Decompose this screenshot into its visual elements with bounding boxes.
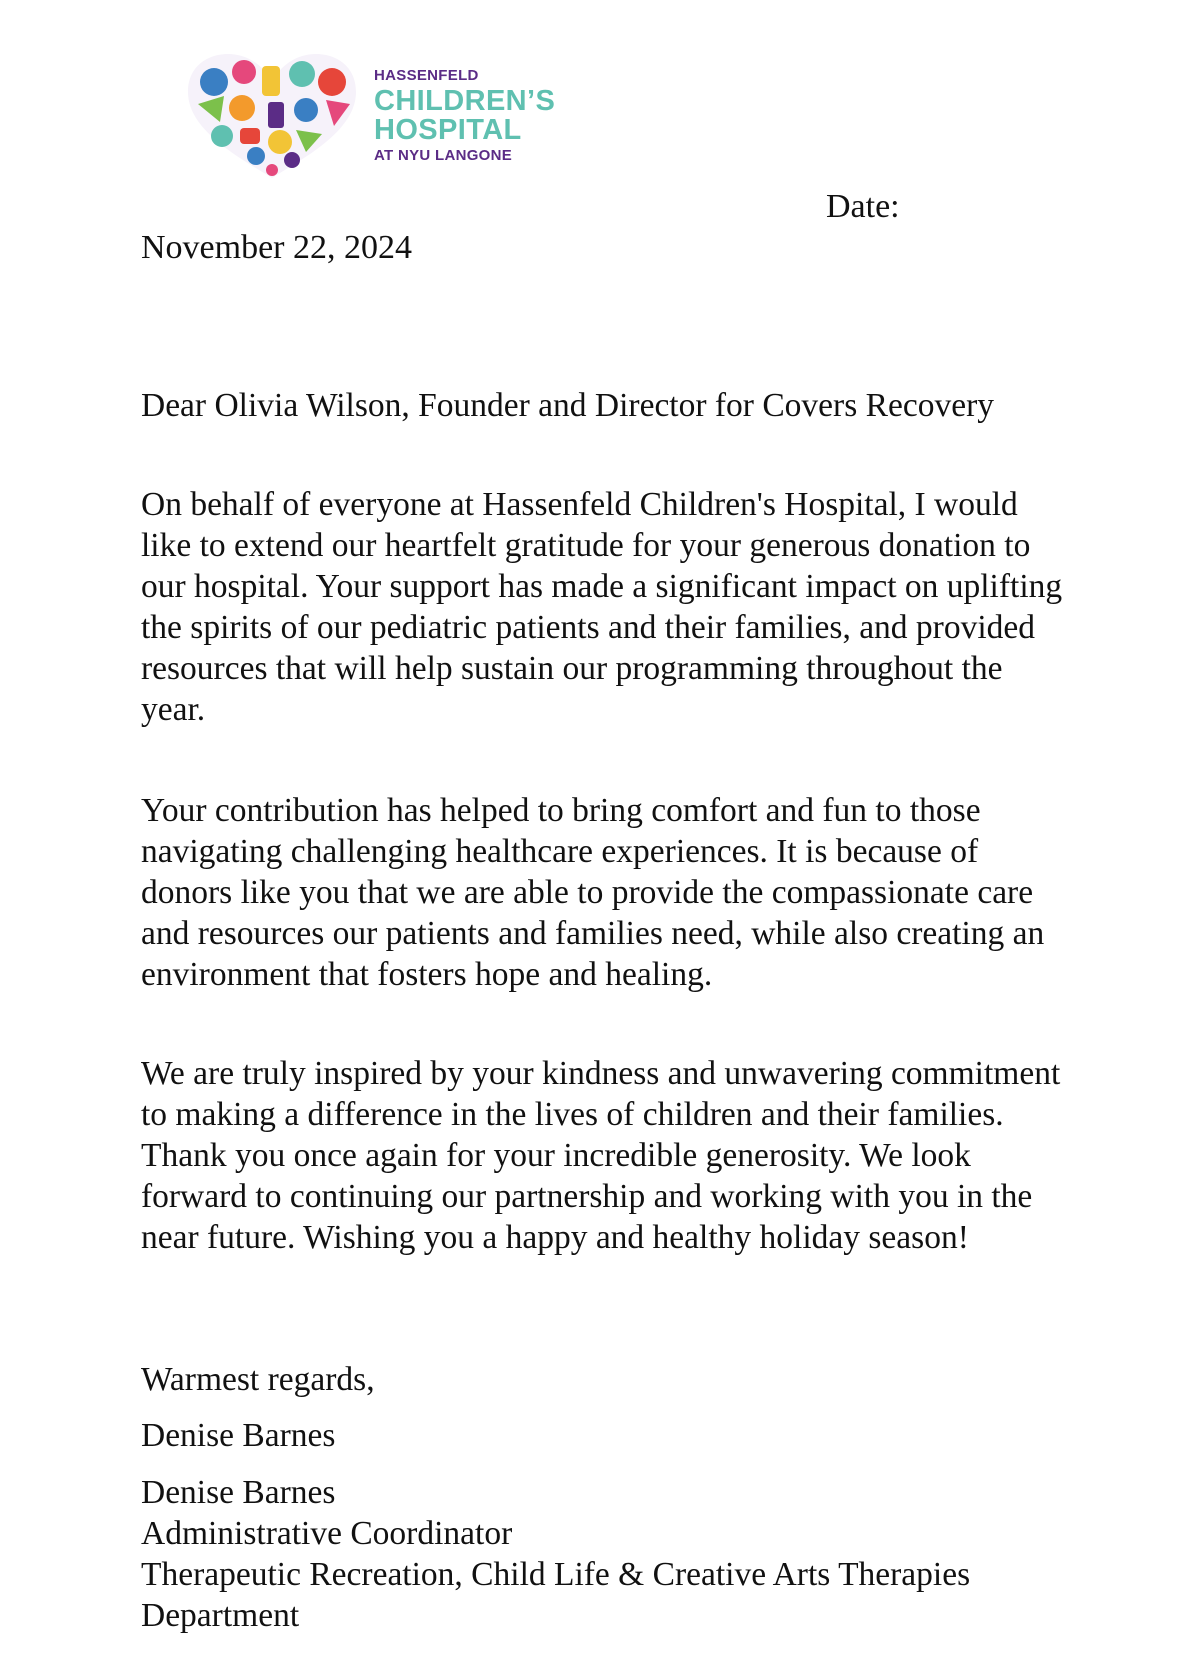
letter-paragraph-1: On behalf of everyone at Hassenfeld Children's Hospital, I would like to extend our heartfelt gratitude for your generous donation to our hospital. Your support has made a significant impact on uplifting the spirits of our pediatric patients and their families, and provided resources that will help sustain our programming throughout the year.	[141, 486, 1063, 728]
date-value: November 22, 2024	[141, 229, 413, 266]
letter-paragraph-2: Your contribution has helped to bring comfort and fun to those navigating challenging healthcare experiences. It is because of donors like you that we are able to provide the compassionate care and resources our patients and families need, while also creating an environment that fosters hope and healing.	[141, 792, 1045, 993]
sender-name: Denise Barnes	[141, 1474, 336, 1511]
signature: Denise Barnes	[141, 1417, 336, 1454]
logo-line-1: HASSENFELD	[374, 67, 479, 84]
date-label: Date:	[826, 188, 900, 225]
salutation: Dear Olivia Wilson, Founder and Director for Covers Recovery	[141, 387, 994, 424]
logo-line-4: AT NYU LANGONE	[374, 147, 513, 164]
letter-paragraph-3: We are truly inspired by your kindness and unwavering commitment to making a difference in the lives of children and their families. Thank you once again for your incredible generosity. We look forward to continuing our partnership and working with you in the near future. Wishing you a happy and healthy holiday season!	[141, 1055, 1061, 1256]
logo-line-2: CHILDREN’S	[374, 85, 556, 117]
heart-logo-icon	[184, 52, 360, 180]
logo-line-3: HOSPITAL	[374, 114, 522, 146]
sender-title: Administrative Coordinator	[141, 1515, 513, 1552]
hospital-logo	[184, 52, 564, 182]
closing: Warmest regards,	[141, 1361, 375, 1398]
logo-wordmark	[374, 68, 555, 163]
sender-block	[141, 1472, 1071, 1636]
sender-department: Therapeutic Recreation, Child Life & Creative Arts Therapies Department	[141, 1556, 971, 1634]
